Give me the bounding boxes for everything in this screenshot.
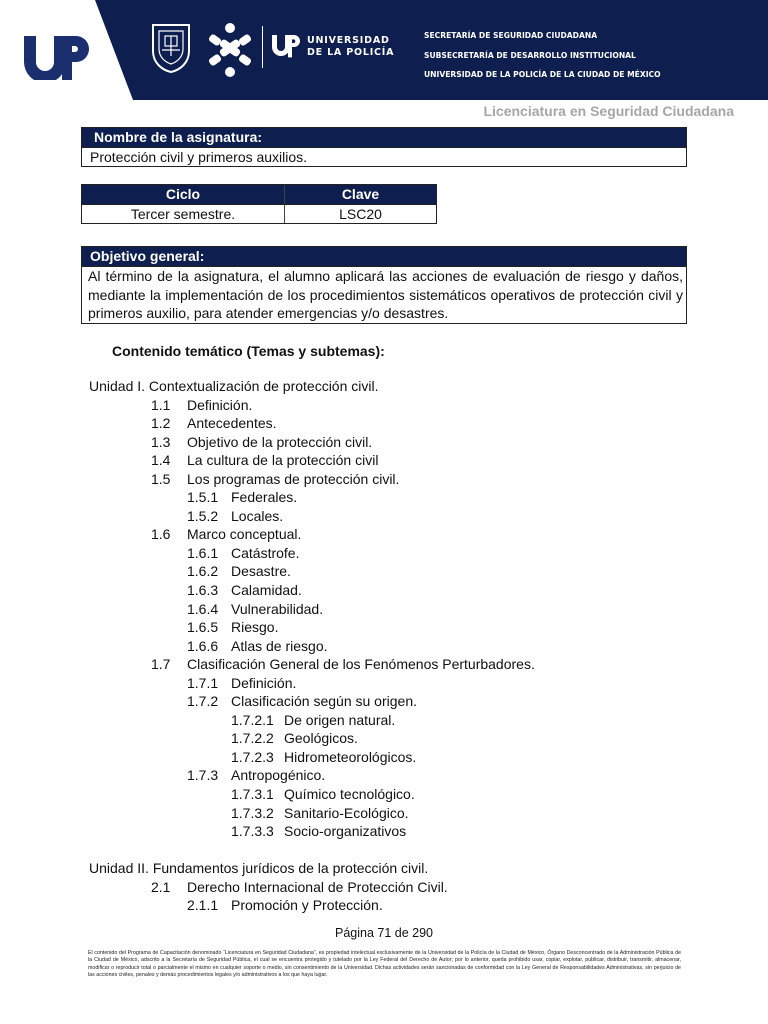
outline-item-text: Federales. bbox=[231, 489, 298, 506]
outline-item bbox=[0, 675, 768, 694]
header-divider bbox=[262, 26, 263, 68]
topic-outline bbox=[0, 378, 768, 916]
outline-item bbox=[0, 526, 768, 545]
outline-item-text: Sanitario-Ecológico. bbox=[284, 804, 409, 821]
ciclo-value: Tercer semestre. bbox=[82, 205, 285, 223]
outline-item-number: 1.7.2.2 bbox=[231, 730, 274, 747]
outline-item-number: 1.2 bbox=[151, 415, 171, 432]
outline-item-text: Geológicos. bbox=[284, 730, 358, 747]
outline-item-text: Desastre. bbox=[231, 563, 291, 580]
outline-item-number: 1.7.3.1 bbox=[231, 786, 274, 803]
outline-item-number: 2.1 bbox=[151, 878, 171, 895]
ciclo-label: Ciclo bbox=[82, 185, 285, 204]
outline-item bbox=[0, 397, 768, 416]
outline-item-number: 1.6.2 bbox=[187, 563, 219, 580]
contenido-title: Contenido temático (Temas y subtemas): bbox=[112, 343, 385, 359]
university-name-line2: DE LA POLICÍA bbox=[307, 47, 395, 58]
outline-item bbox=[0, 712, 768, 731]
program-title: Licenciatura en Seguridad Ciudadana bbox=[483, 103, 734, 119]
clave-value: LSC20 bbox=[339, 206, 382, 222]
ciclo-clave-row bbox=[82, 204, 436, 223]
outline-item bbox=[0, 434, 768, 453]
outline-item bbox=[0, 693, 768, 712]
outline-item-number: 1.6 bbox=[151, 526, 171, 543]
outline-item bbox=[0, 545, 768, 564]
outline-item-number: 1.6.6 bbox=[187, 637, 219, 654]
outline-item-text: Clasificación General de los Fenómenos Perturbadores. bbox=[187, 656, 535, 673]
outline-item bbox=[0, 749, 768, 768]
outline-item bbox=[0, 767, 768, 786]
outline-item-text: Marco conceptual. bbox=[187, 526, 302, 543]
clave-label: Clave bbox=[341, 186, 380, 202]
outline-item bbox=[0, 489, 768, 508]
outline-item bbox=[0, 452, 768, 471]
outline-item-number: 1.7.2.3 bbox=[231, 748, 274, 765]
outline-item bbox=[0, 415, 768, 434]
outline-item-number: 1.6.3 bbox=[187, 582, 219, 599]
outline-item-text: Unidad I. Contextualización de protección civil. bbox=[89, 378, 379, 394]
outline-item bbox=[0, 619, 768, 638]
outline-item-text: Clasificación según su origen. bbox=[231, 693, 417, 710]
copyright-note: El contenido del Programa de Capacitación denominado “Licenciatura en Seguridad Ciudadana”, es propiedad intelectual exclusivamente de la Universidad de la Policía de la Ciudad de México, Órgano Desconcentrado de la Administración Pública de la Ciudad de México, adscrito a la Secretaría de Seguridad Pública, el cual se encuentra protegido y tutelado por la Ley Federal del Derecho de Autor; por lo anterior, queda prohibido usar, copiar, explotar, publicar, distribuir, transmitir, almacenar, modificar o reproducir total o parcialmente el mismo en cualquier soporte o medio, sin consentimiento de la Universidad. Dichas actividades serán sancionadas de conformidad con la Ley General de Responsabilidades Administrativas, sin perjuicio de las acciones civiles, penales y demás procedimientos legales y/o administrativos a los que haya lugar. bbox=[88, 950, 681, 978]
outline-item-number: 2.1.1 bbox=[187, 897, 219, 914]
outline-item-text: Socio-organizativos bbox=[284, 823, 407, 840]
outline-item-number: 1.5.2 bbox=[187, 507, 219, 524]
up-logo-icon bbox=[22, 34, 90, 80]
outline-item bbox=[0, 508, 768, 527]
outline-item-number: 1.5 bbox=[151, 470, 171, 487]
outline-item-number: 1.7.1 bbox=[187, 674, 219, 691]
up-small-logo-icon bbox=[271, 34, 301, 58]
outline-item-number: 1.6.4 bbox=[187, 600, 219, 617]
outline-item-text: Antecedentes. bbox=[187, 415, 277, 432]
subsecretaria-line: SUBSECRETARÍA DE DESARROLLO INSTITUCIONAL bbox=[424, 50, 636, 60]
coat-of-arms-icon bbox=[150, 22, 192, 74]
outline-item bbox=[0, 638, 768, 657]
outline-item-text: Promoción y Protección. bbox=[231, 897, 383, 914]
outline-item-text: Definición. bbox=[231, 674, 297, 691]
outline-item bbox=[0, 730, 768, 749]
outline-item-text: Objetivo de la protección civil. bbox=[187, 433, 373, 450]
asignatura-value: Protección civil y primeros auxilios. bbox=[82, 147, 686, 166]
outline-item-text: Locales. bbox=[231, 507, 284, 524]
outline-item bbox=[0, 786, 768, 805]
university-name-line1: UNIVERSIDAD bbox=[307, 35, 390, 46]
outline-item-number: 1.5.1 bbox=[187, 489, 219, 506]
outline-item bbox=[0, 823, 768, 842]
outline-item-number: 1.7.2.1 bbox=[231, 711, 274, 728]
outline-item-text: Calamidad. bbox=[231, 582, 302, 599]
cdmx-emblem-icon bbox=[205, 22, 255, 78]
objetivo-label: Objetivo general: bbox=[82, 247, 686, 266]
outline-item-text: Unidad II. Fundamentos jurídicos de la protección civil. bbox=[89, 860, 429, 877]
outline-item-number: 1.7.3 bbox=[187, 767, 219, 784]
objetivo-text: Al término de la asignatura, el alumno aplicará las acciones de evaluación de riesgo y daños, mediante la implementación de los procedimientos sistemáticos operativos de protección civil y primeros auxilio, para atender emergencias y/o desastres. bbox=[82, 266, 686, 323]
outline-item-text: Atlas de riesgo. bbox=[231, 637, 328, 654]
outline-item-text: Vulnerabilidad. bbox=[231, 600, 324, 617]
outline-item bbox=[0, 601, 768, 620]
asignatura-label: Nombre de la asignatura: bbox=[82, 128, 686, 147]
outline-item-text: Antropogénico. bbox=[231, 767, 326, 784]
outline-item-number: 1.4 bbox=[151, 452, 171, 469]
outline-item-number: 1.7.3.2 bbox=[231, 804, 274, 821]
outline-item bbox=[0, 879, 768, 898]
university-name bbox=[307, 35, 394, 59]
ciclo-clave-table bbox=[81, 184, 437, 224]
outline-item-text: Definición. bbox=[187, 396, 253, 413]
objetivo-table bbox=[81, 246, 687, 324]
outline-item bbox=[0, 471, 768, 490]
outline-item bbox=[0, 897, 768, 916]
outline-item bbox=[0, 656, 768, 675]
outline-item-number: 1.3 bbox=[151, 433, 171, 450]
asignatura-table bbox=[81, 127, 687, 167]
unit-heading bbox=[0, 378, 768, 397]
outline-item bbox=[0, 805, 768, 824]
outline-item-number: 1.6.5 bbox=[187, 619, 219, 636]
outline-gap bbox=[0, 842, 768, 861]
outline-item-number: 1.6.1 bbox=[187, 544, 219, 561]
outline-item-number: 1.7 bbox=[151, 656, 171, 673]
outline-item-text: Hidrometeorológicos. bbox=[284, 748, 417, 765]
outline-item-number: 1.7.2 bbox=[187, 693, 219, 710]
outline-item bbox=[0, 582, 768, 601]
ciclo-clave-header bbox=[82, 185, 436, 204]
secretaria-block bbox=[424, 26, 661, 85]
outline-item bbox=[0, 563, 768, 582]
outline-item-text: Los programas de protección civil. bbox=[187, 470, 400, 487]
outline-item-text: De origen natural. bbox=[284, 711, 396, 728]
universidad-line: UNIVERSIDAD DE LA POLICÍA DE LA CIUDAD DE MÉXICO bbox=[424, 70, 661, 79]
outline-item-number: 1.7.3.3 bbox=[231, 823, 274, 840]
outline-item-text: Riesgo. bbox=[231, 619, 279, 636]
outline-item-text: Químico tecnológico. bbox=[284, 786, 415, 803]
outline-item-number: 1.1 bbox=[151, 396, 171, 413]
outline-item-text: Derecho Internacional de Protección Civil. bbox=[187, 878, 448, 895]
page-number: Página 71 de 290 bbox=[334, 926, 433, 940]
outline-item-text: La cultura de la protección civil bbox=[187, 452, 379, 469]
outline-item-text: Catástrofe. bbox=[231, 544, 300, 561]
unit-heading bbox=[0, 860, 768, 879]
secretaria-line: SECRETARÍA DE SEGURIDAD CIUDADANA bbox=[424, 31, 598, 40]
page-header bbox=[0, 0, 768, 100]
